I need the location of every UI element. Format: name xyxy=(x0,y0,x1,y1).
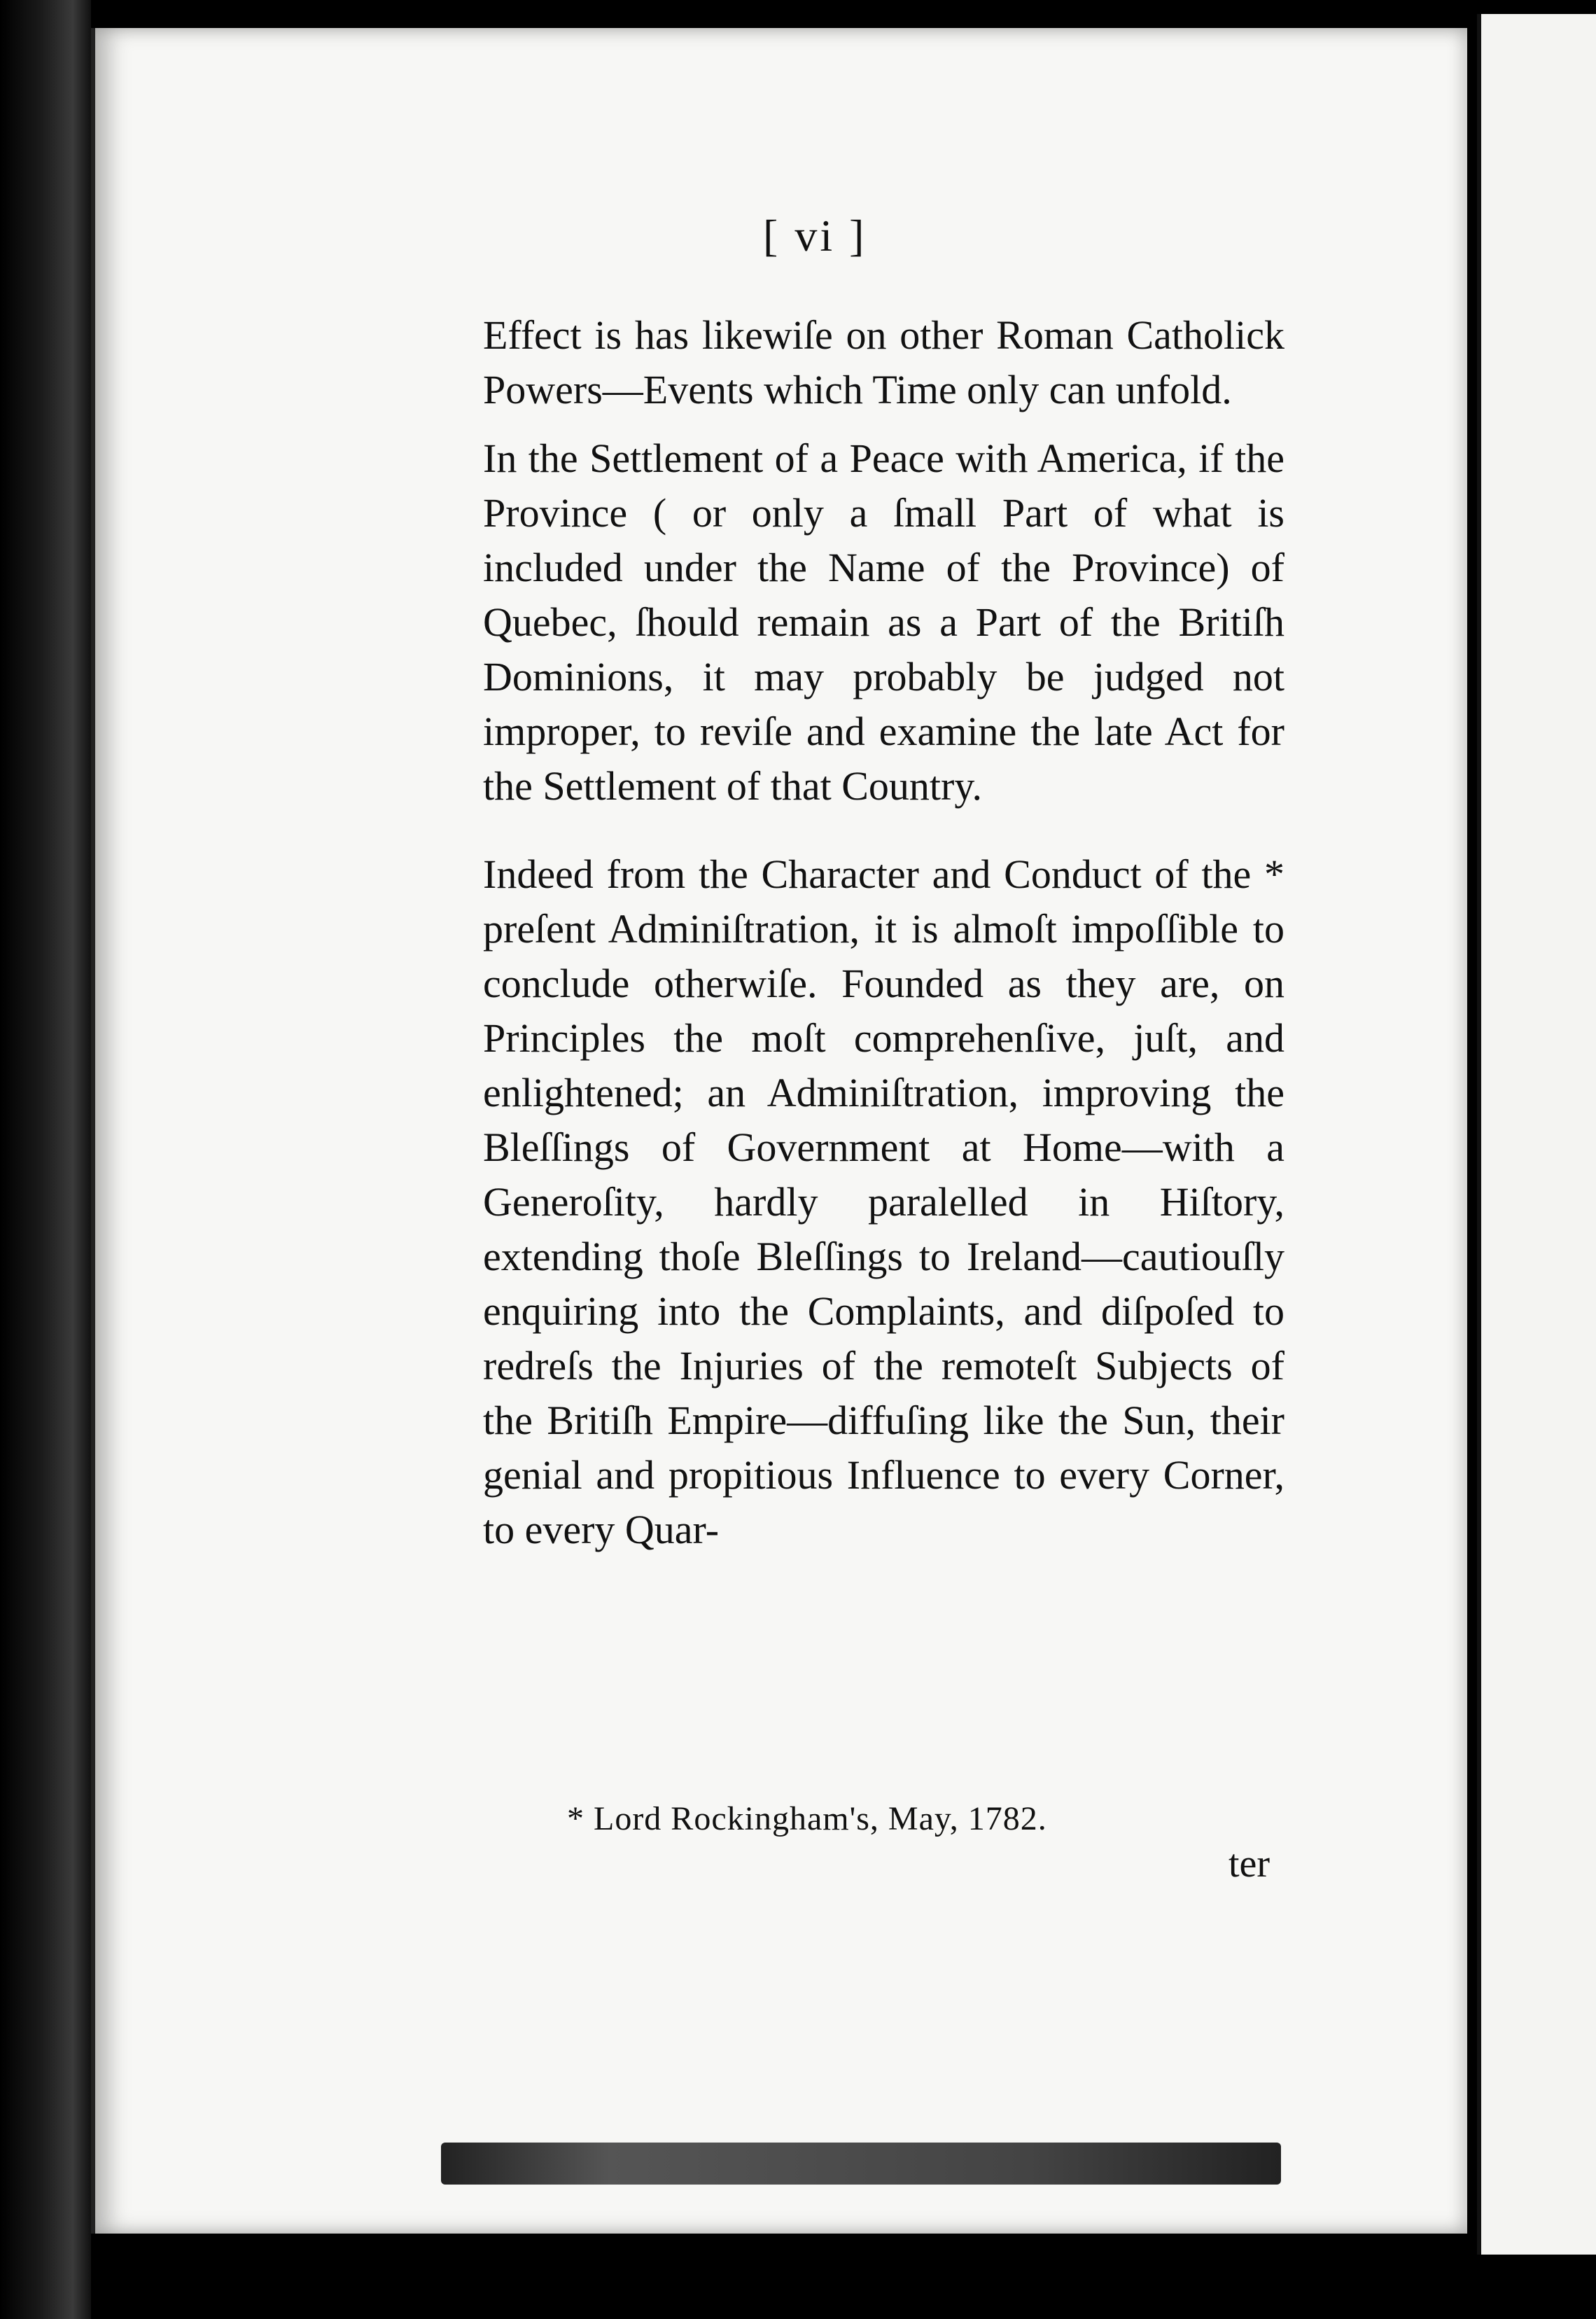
paragraph-1: Effect is has likewiſe on other Roman Catholick Powers—Events which Time only can unfold. xyxy=(483,312,1284,412)
catchword: ter xyxy=(1228,1842,1270,1886)
paragraph-3: Indeed from the Character and Conduct of the * preſent Adminiſtration, it is almoſt impoſſible to conclude otherwiſe. Founded as they are, on Principles the moſt comprehenſive, juſt, and enlightened; an Adminiſtration, improving the Bleſſings of Government at Home—with a Generoſity, hardly paralelled in Hiſtory, extending thoſe Bleſſings to Ireland—cautiouſly enquiring into the Complaints, and diſpoſed to redreſs the Injuries of the remoteſt Subjects of the Britiſh Empire—diffuſing like the Sun, their genial and propitious Influence to every Corner, to every Quar- xyxy=(483,851,1284,1552)
paragraph-2: In the Settlement of a Peace with America, if the Province ( or only a ſmall Part of what is included under the Name of the Province) of Quebec, ſhould remain as a Part of the Britiſh Dominions, it may probably be judged not improper, to reviſe and examine the late Act for the Settlement of that Country. xyxy=(483,436,1284,809)
running-head: [ vi ] xyxy=(763,211,867,260)
adjacent-page-edge xyxy=(1477,14,1596,2255)
body-text xyxy=(483,308,1284,1557)
book-binding xyxy=(0,0,91,2319)
footnote: * Lord Rockingham's, May, 1782. xyxy=(567,1800,1047,1837)
page-bottom-shadow xyxy=(441,2143,1281,2185)
